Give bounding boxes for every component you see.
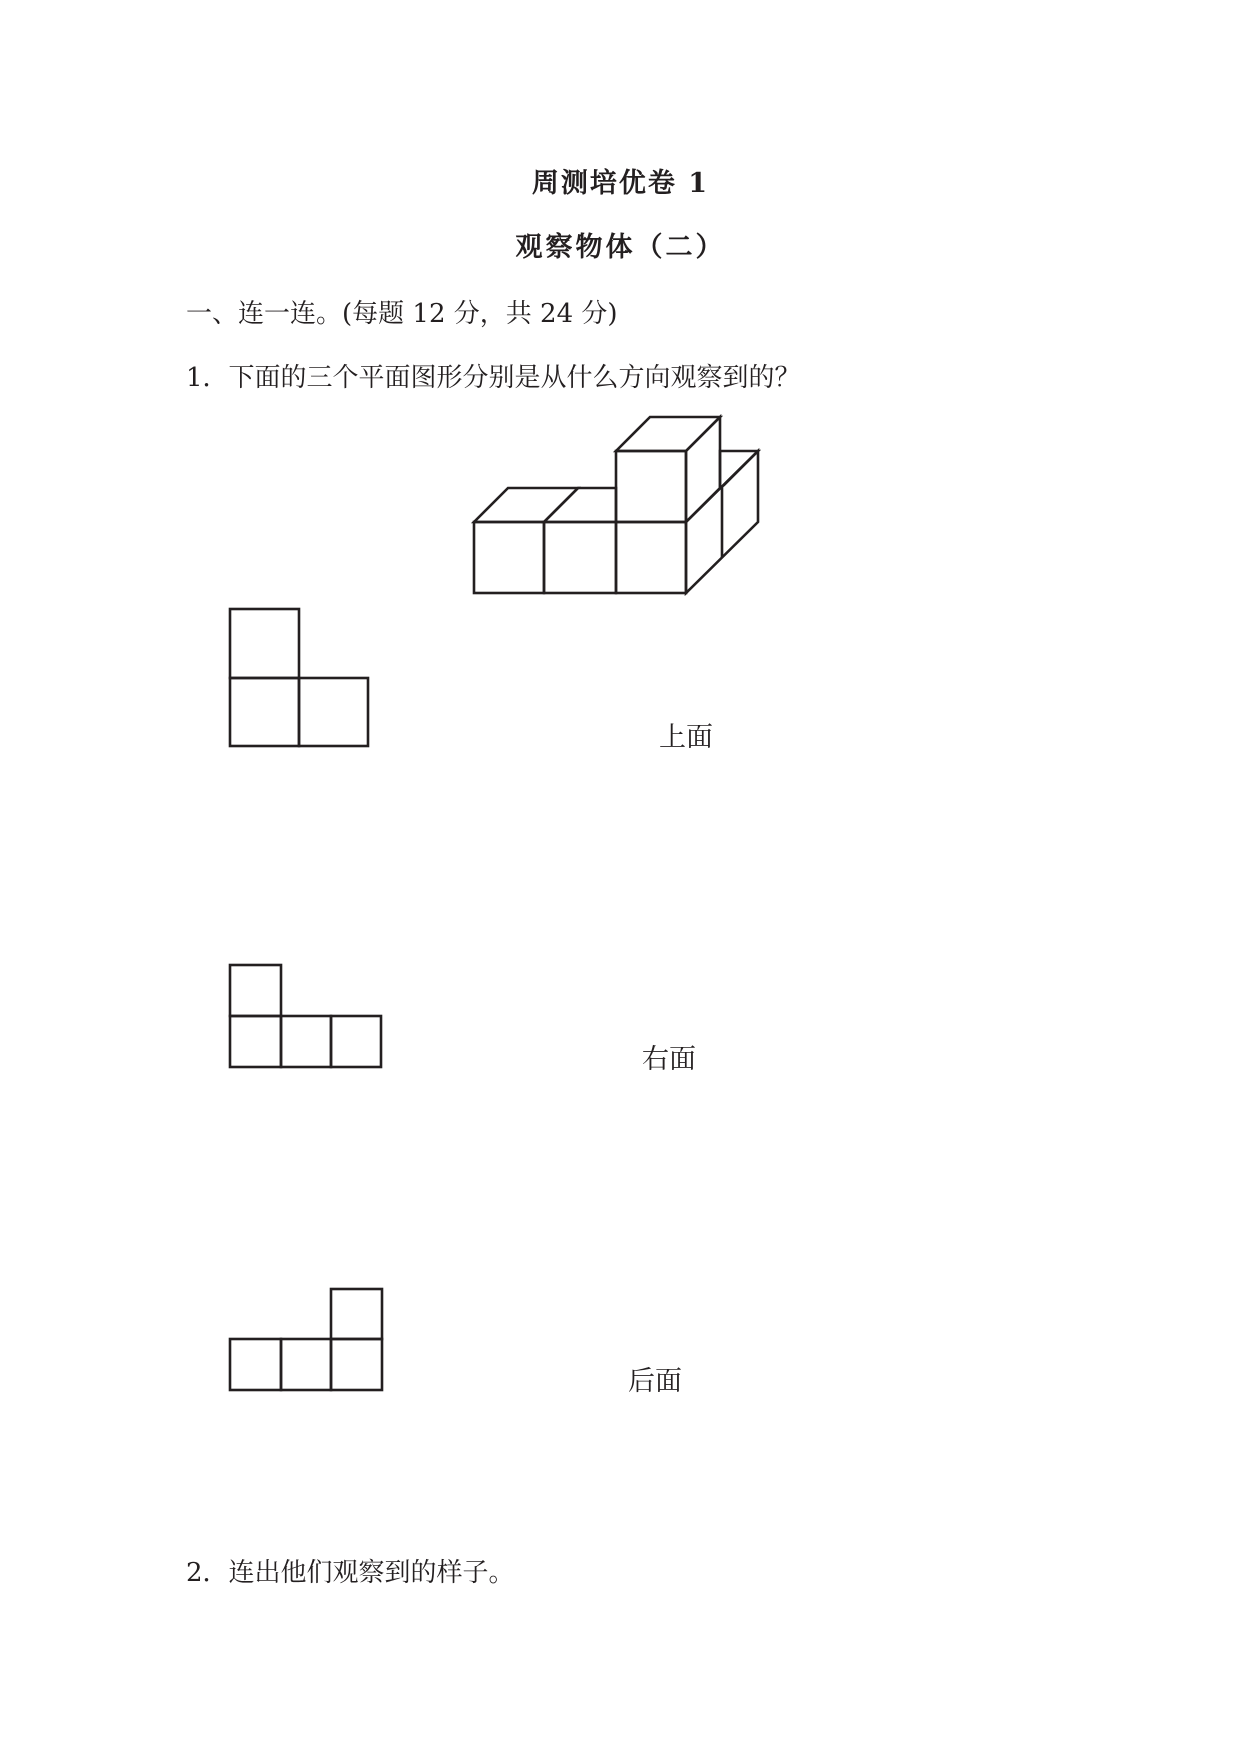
page-title: 周测培优卷 1 (531, 168, 710, 199)
page-subtitle: 观察物体（二） (515, 232, 726, 263)
view-label-top[interactable]: 上面 (659, 722, 713, 753)
view-label-right[interactable]: 右面 (642, 1044, 696, 1075)
section-heading: 一、连一连。(每题 12 分，共 24 分) (186, 299, 618, 329)
view-label-back[interactable]: 后面 (628, 1366, 682, 1397)
question-2-text: 2．连出他们观察到的样子。 (186, 1558, 515, 1588)
question-1-text: 1．下面的三个平面图形分别是从什么方向观察到的？ (186, 363, 801, 393)
